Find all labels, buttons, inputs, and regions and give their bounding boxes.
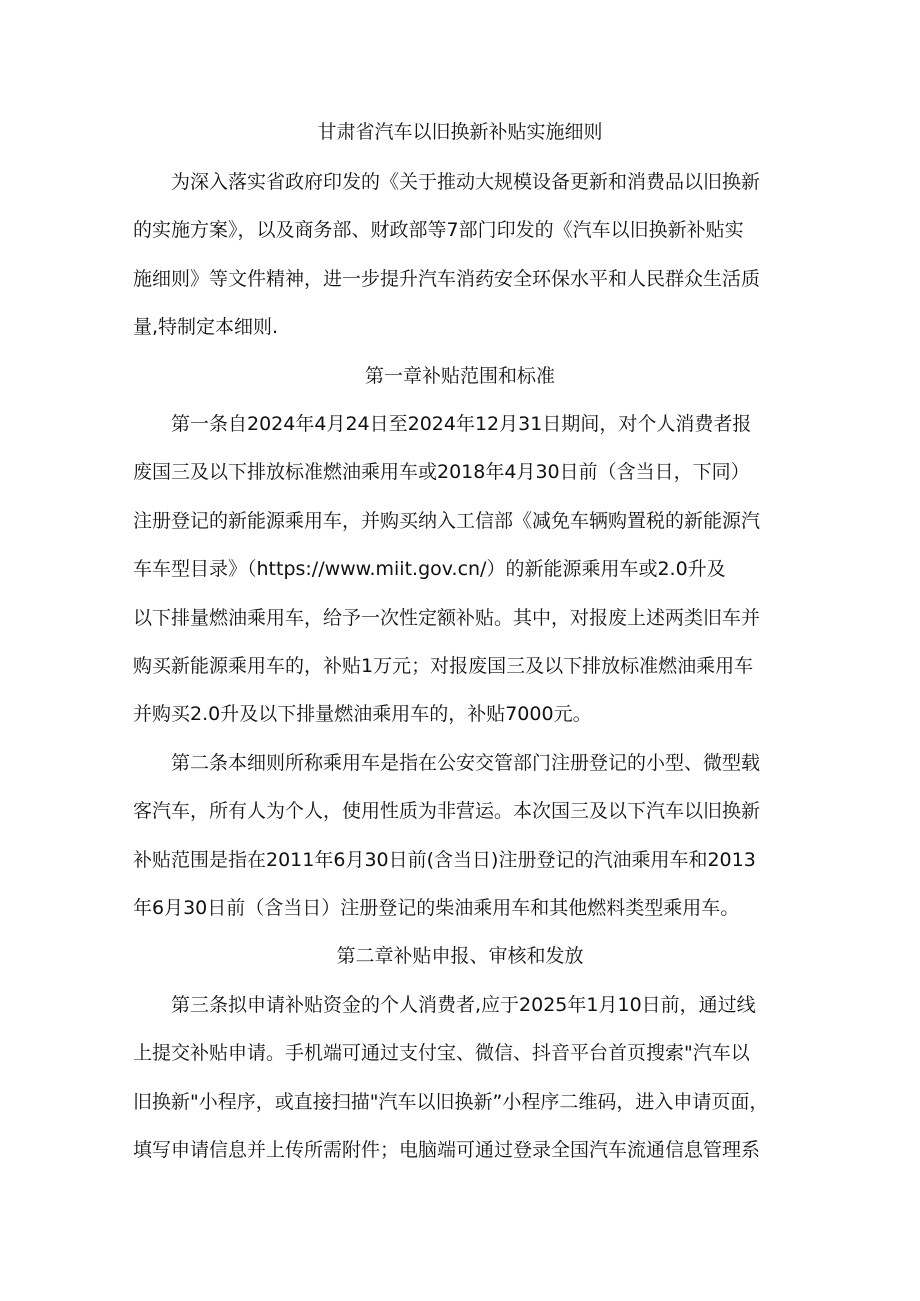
- article-2-line-2: 客汽车，所有人为个人，使用性质为非营运。本次国三及以下汽车以旧换新: [133, 800, 761, 822]
- article-1-line-7: 并购买2.0升及以下排量燃油乘用车的，补贴7000元。: [133, 703, 592, 725]
- article-2-line-3: 补贴范围是指在2011年6月30日前(含当日)注册登记的汽油乘用车和2013: [133, 849, 756, 871]
- article-1-line-4: 车车型目录》（https://www.miit.gov.cn/）的新能源乘用车或2.0升及: [133, 558, 726, 580]
- chapter-2-heading: 第二章补贴申报、审核和发放: [336, 945, 584, 967]
- article-2-line-1: 第二条本细则所称乘用车是指在公安交管部门注册登记的小型、微型载: [171, 752, 761, 774]
- article-3-line-4: 填写申请信息并上传所需附件；电脑端可通过登录全国汽车流通信息管理系: [133, 1139, 761, 1161]
- article-1-line-1: 第一条自2024年4月24日至2024年12月31日期间，对个人消费者报: [171, 413, 752, 435]
- chapter-1-heading: 第一章补贴范围和标准: [364, 365, 555, 387]
- preamble-line-2: 的实施方案》，以及商务部、财政部等7部门印发的《汽车以旧换新补贴实: [133, 219, 744, 241]
- document-title: 甘肃省汽车以旧换新补贴实施细则: [317, 121, 603, 143]
- preamble-line-3: 施细则》等文件精神，进一步提升汽车消药安全环保水平和人民群众生活质: [133, 268, 761, 290]
- article-1-line-6: 购买新能源乘用车的，补贴1万元；对报废国三及以下排放标准燃油乘用车: [133, 655, 754, 677]
- preamble-line-4: 量,特制定本细则.: [133, 316, 279, 338]
- article-2-line-4: 年6月30日前（含当日）注册登记的柴油乘用车和其他燃料类型乘用车。: [133, 897, 740, 919]
- article-1-line-5: 以下排量燃油乘用车，给予一次性定额补贴。其中，对报废上述两类旧车并: [133, 607, 761, 629]
- article-3-line-1: 第三条拟申请补贴资金的个人消费者,应于2025年1月10日前，通过线: [171, 994, 756, 1016]
- article-1-line-2: 废国三及以下排放标准燃油乘用车或2018年4月30日前（含当日，下同）: [133, 461, 750, 483]
- preamble-line-1: 为深入落实省政府印发的《关于推动大规模设备更新和消费品以旧换新: [171, 171, 761, 193]
- article-1-line-3: 注册登记的新能源乘用车，并购买纳入工信部《减免车辆购置税的新能源汽: [133, 510, 761, 532]
- article-3-line-2: 上提交补贴申请。手机端可通过支付宝、微信、抖音平台首页搜索"汽车以: [133, 1042, 750, 1064]
- article-3-line-3: 旧换新"小程序，或直接扫描"汽车以旧换新”小程序二维码，进入申请页面，: [133, 1091, 769, 1113]
